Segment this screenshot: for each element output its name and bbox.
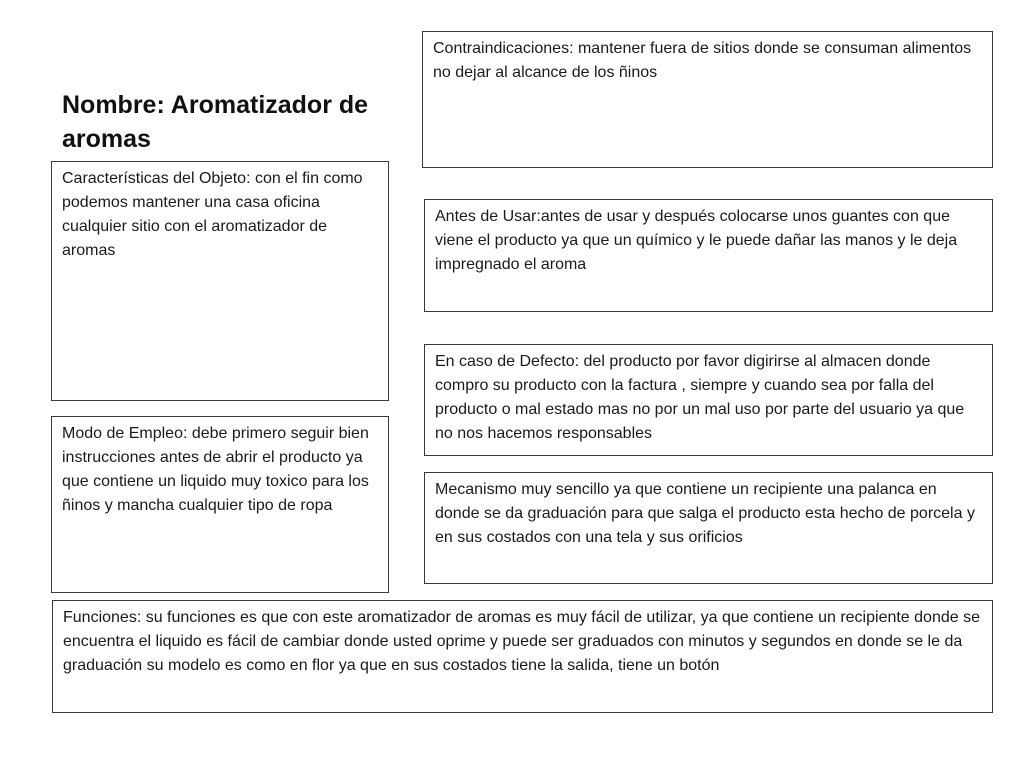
mecanismo-box: Mecanismo muy sencillo ya que contiene un recipiente una palanca en donde se da graduación para que salga el producto esta hecho de porcela y en sus costados con una tela y sus orificios [424,472,993,584]
antes-de-usar-box: Antes de Usar:antes de usar y después colocarse unos guantes con que viene el producto ya que un químico y le puede dañar las manos y le deja impregnado el aroma [424,199,993,312]
page-title: Nombre: Aromatizador de aromas [62,91,369,153]
caracteristicas-box: Características del Objeto: con el fin como podemos mantener una casa oficina cualquier sitio con el aromatizador de aromas [51,161,389,401]
funciones-box: Funciones: su funciones es que con este aromatizador de aromas es muy fácil de utilizar, ya que contiene un recipiente donde se encuentra el liquido es fácil de cambiar donde usted oprime y puede ser graduados con minutos y segundos en donde se le da graduación su modelo es como en flor ya que en sus costados tiene la salida, tiene un botón [52,600,993,713]
contraindicaciones-box: Contraindicaciones: mantener fuera de sitios donde se consuman alimentos no dejar al alcance de los ñinos [422,31,993,168]
modo-de-empleo-box: Modo de Empleo: debe primero seguir bien instrucciones antes de abrir el producto ya que contiene un liquido muy toxico para los ñinos y mancha cualquier tipo de ropa [51,416,389,593]
en-caso-de-defecto-box: En caso de Defecto: del producto por favor digirirse al almacen donde compro su producto con la factura , siempre y cuando sea por falla del producto o mal estado mas no por un mal uso por parte del usuario ya que no nos hacemos responsables [424,344,993,456]
